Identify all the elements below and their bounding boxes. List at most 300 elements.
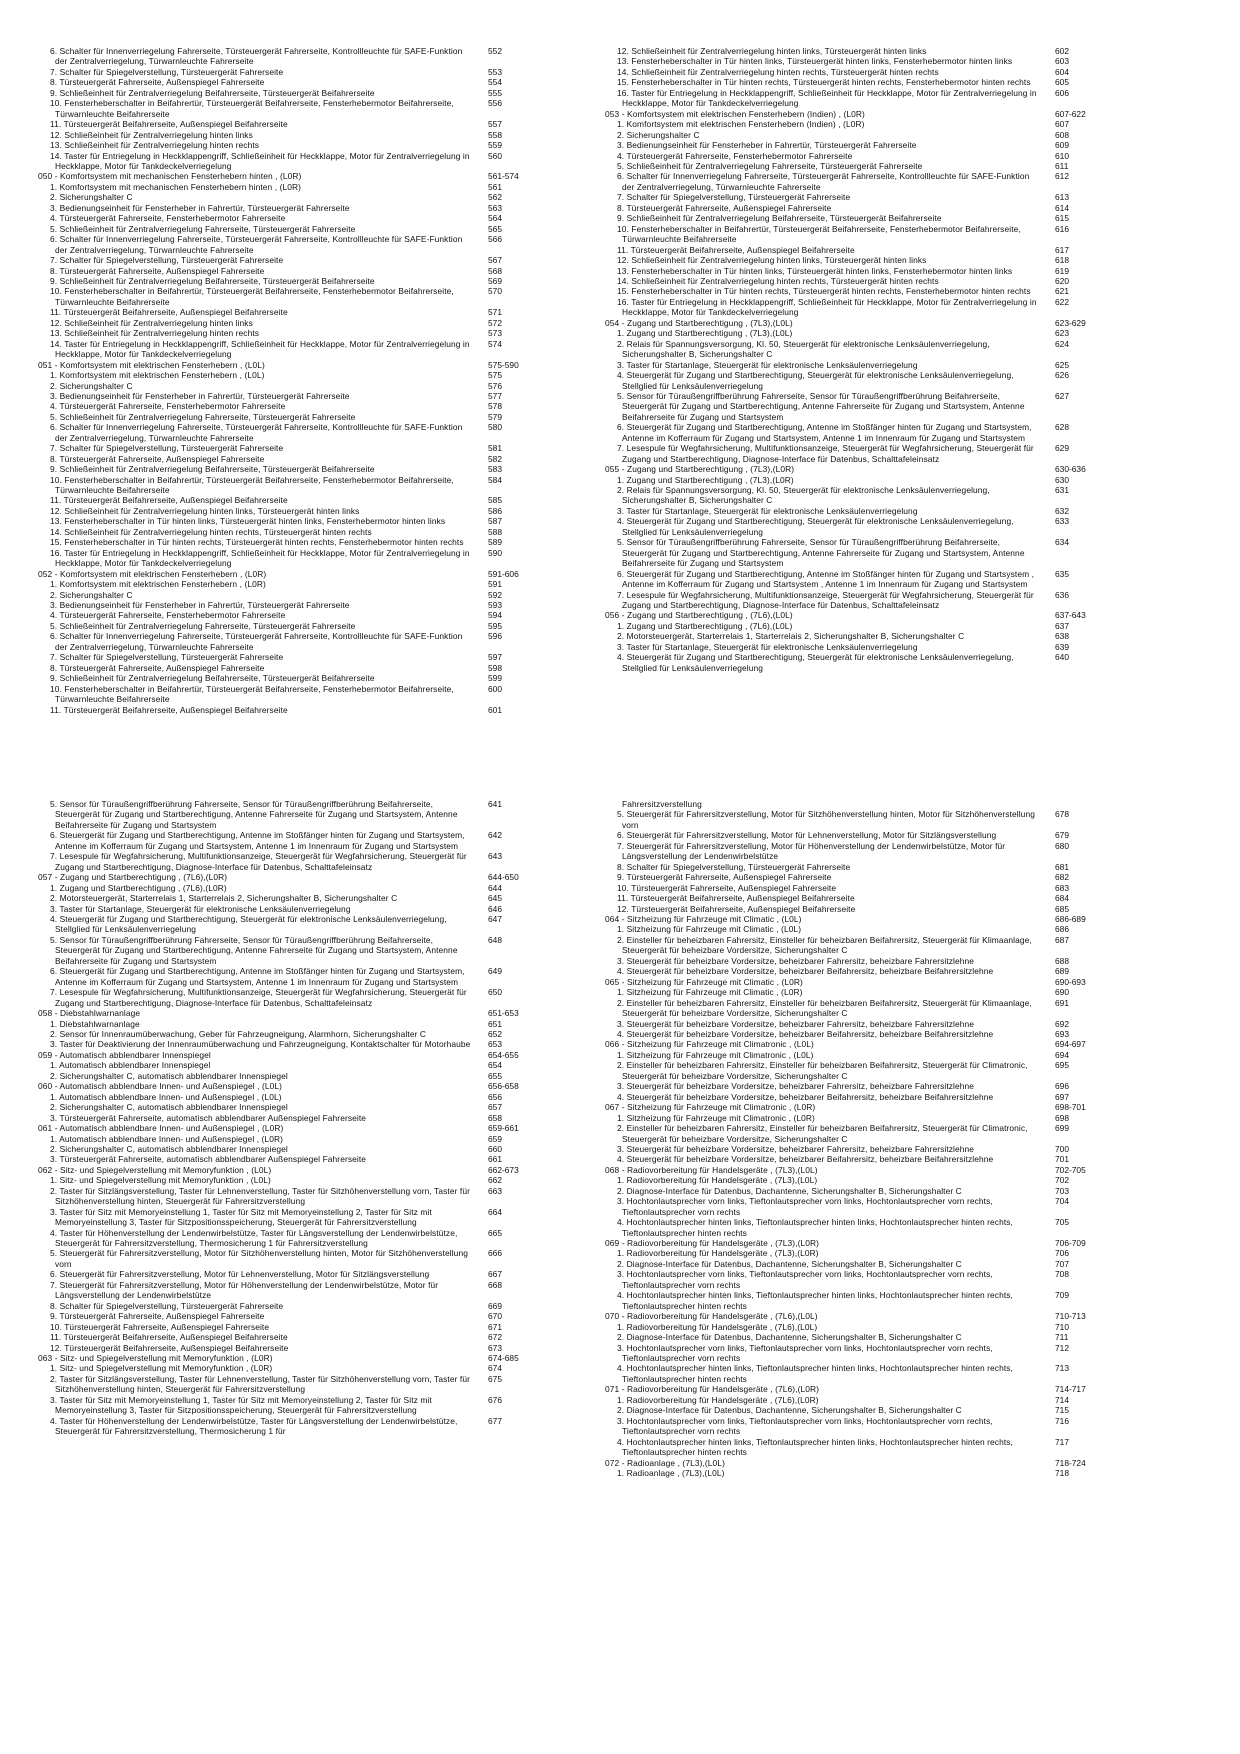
index-entry-text: 1. Sitz- und Spiegelverstellung mit Memoryfunktion , (L0R) <box>50 1363 273 1374</box>
index-entry-text: 9. Schließeinheit für Zentralverriegelung Beifahrerseite, Türsteuergerät Beifahrerseite <box>50 464 375 475</box>
index-entry <box>38 151 538 172</box>
index-entry <box>38 914 538 935</box>
index-entry-text: 055 - Zugang und Startberechtigung , (7L3),(L0R) <box>605 464 795 475</box>
index-entry-page-number: 694 <box>1055 1049 1069 1060</box>
index-entry <box>38 1186 538 1207</box>
index-entry <box>605 935 1105 956</box>
index-entry-text: 3. Bedienungseinheit für Fensterheber in Fahrertür, Türsteuergerät Fahrerseite <box>50 600 350 611</box>
index-entry-page-number: 685 <box>1055 903 1069 914</box>
index-entry-page-number: 696 <box>1055 1081 1069 1092</box>
index-entry <box>38 600 538 610</box>
index-entry <box>605 391 1105 422</box>
index-entry <box>38 1144 538 1154</box>
index-entry <box>38 391 538 401</box>
index-entry-text: 11. Türsteuergerät Beifahrerseite, Außenspiegel Beifahrerseite <box>50 1332 288 1343</box>
index-entry-text: 4. Steuergerät für beheizbare Vordersitze, beheizbarer Beifahrersitz, beheizbare Beifahrersitzlehne <box>617 1091 994 1102</box>
index-entry-page-number: 565 <box>488 223 502 234</box>
index-entry-text: 1. Radiovorbereitung für Handelsgeräte , (7L6),(L0R) <box>617 1394 819 1405</box>
index-entry <box>605 1081 1105 1091</box>
index-entry-page-number: 600 <box>488 683 502 694</box>
index-section-entry <box>605 1102 1105 1112</box>
index-entry-text: 1. Komfortsystem mit elektrischen Fensterhebern , (L0L) <box>50 370 265 381</box>
index-entry-page-number: 625 <box>1055 359 1069 370</box>
index-entry-text: 2. Motorsteuergerät, Starterrelais 1, Starterrelais 2, Sicherungshalter B, Sicherungshalter C <box>617 631 965 642</box>
index-entry <box>38 1134 538 1144</box>
index-entry-text: Fahrersitzverstellung <box>622 799 702 809</box>
index-entry-text: 9. Schließeinheit für Zentralverriegelung Beifahrerseite, Türsteuergerät Beifahrerseite <box>50 275 375 286</box>
index-entry <box>605 328 1105 338</box>
index-entry-page-number: 712 <box>1055 1342 1069 1353</box>
index-entry-page-number: 552 <box>488 46 502 56</box>
index-entry <box>605 1154 1105 1164</box>
index-entry <box>38 255 538 265</box>
index-block-top <box>0 0 1240 715</box>
index-entry-page-number: 569 <box>488 275 502 286</box>
index-entry-page-number: 700 <box>1055 1143 1069 1154</box>
index-entry-page-number: 692 <box>1055 1018 1069 1029</box>
index-entry-page-number: 558 <box>488 129 502 140</box>
index-entry-text: 1. Zugang und Startberechtigung , (7L6),(L0L) <box>617 620 793 631</box>
index-entry-page-number: 690-693 <box>1055 976 1086 987</box>
index-entry-text: 6. Steuergerät für Fahrersitzverstellung, Motor für Lehnenverstellung, Motor für Sitzlängsverstellung <box>50 1269 430 1280</box>
index-entry <box>38 1207 538 1228</box>
index-entry-page-number: 594 <box>488 610 502 621</box>
index-entry-page-number: 635 <box>1055 568 1069 579</box>
index-entry <box>38 1301 538 1311</box>
index-entry-page-number: 606 <box>1055 87 1069 98</box>
index-entry-text: 7. Steuergerät für Fahrersitzverstellung, Motor für Höhenverstellung der Lendenwirbelstütze, Motor für Längsverstellung der Lendenwirbelstütze <box>50 1279 439 1301</box>
index-entry-page-number: 691 <box>1055 997 1069 1008</box>
index-entry-text: 2. Sicherungshalter C, automatisch abblendbarer Innenspiegel <box>50 1070 288 1081</box>
index-block-bottom <box>0 799 1240 1478</box>
index-entry <box>605 1343 1105 1364</box>
index-entry-page-number: 661 <box>488 1154 502 1165</box>
index-entry-text: 060 - Automatisch abblendbare Innen- und Außenspiegel , (L0L) <box>38 1081 283 1092</box>
index-entry-page-number: 652 <box>488 1028 502 1039</box>
index-entry-page-number: 656-658 <box>488 1081 519 1092</box>
index-entry-page-number: 674-685 <box>488 1353 519 1364</box>
index-entry-text: 2. Einsteller für beheizbaren Fahrersitz, Einsteller für beheizbaren Beifahrersitz, Steuergerät für Klimaanlage, Steuergerät für beheizbare Vordersitze, Sicherungshalter C <box>617 997 1032 1019</box>
index-entry <box>38 1029 538 1039</box>
index-entry <box>38 610 538 620</box>
index-entry <box>605 1290 1105 1311</box>
index-entry <box>605 1123 1105 1144</box>
index-entry-text: 1. Radiovorbereitung für Handelsgeräte , (7L6),(L0L) <box>617 1321 818 1332</box>
index-entry <box>605 621 1105 631</box>
index-entry <box>605 966 1105 976</box>
index-section-entry <box>605 1039 1105 1049</box>
index-entry-text: 3. Taster für Startanlage, Steuergerät für elektronische Lenksäulenverriegelung <box>617 641 918 652</box>
index-entry-text: 2. Sicherungshalter C <box>50 192 133 203</box>
index-entry-page-number: 633 <box>1055 516 1069 527</box>
index-entry-page-number: 671 <box>488 1321 502 1332</box>
index-entry-text: 14. Schließeinheit für Zentralverriegelung hinten rechts, Türsteuergerät hinten rechts <box>617 275 939 286</box>
index-entry <box>38 1395 538 1416</box>
index-entry-text: 12. Türsteuergerät Beifahrerseite, Außenspiegel Beifahrerseite <box>50 1342 289 1353</box>
index-entry <box>605 46 1105 56</box>
index-entry <box>605 1019 1105 1029</box>
index-entry-page-number: 567 <box>488 255 502 266</box>
index-entry <box>605 830 1105 840</box>
index-entry-text: 4. Steuergerät für beheizbare Vordersitze, beheizbarer Beifahrersitz, beheizbare Beifahrersitzlehne <box>617 1154 994 1165</box>
index-entry-page-number: 715 <box>1055 1405 1069 1416</box>
index-entry-page-number: 564 <box>488 213 502 224</box>
index-entry-page-number: 631 <box>1055 485 1069 496</box>
index-entry-text: 6. Schalter für Innenverriegelung Fahrerseite, Türsteuergerät Fahrerseite, Kontrollleuchte für SAFE-Funktion der Zentralverriegelung, Türwarnleuchte Fahrerseite <box>50 234 463 255</box>
index-entry-text: 7. Lesespule für Wegfahrsicherung, Multifunktionsanzeige, Steuergerät für Wegfahrsicherung, Steuergerät für Zugang und Startberechtigung, Diagnose-Interface für Datenbus, Schalttafeleinsatz <box>617 443 1034 464</box>
index-entry <box>38 705 538 715</box>
index-entry-page-number: 583 <box>488 464 502 475</box>
index-entry-page-number: 689 <box>1055 966 1069 977</box>
index-entry-text: 2. Sensor für Innenraumüberwachung, Geber für Fahrzeugneigung, Alarmhorn, Sicherungshalter C <box>50 1028 427 1039</box>
index-entry <box>605 883 1105 893</box>
index-entry-page-number: 610 <box>1055 150 1069 161</box>
index-entry-text: 8. Türsteuergerät Fahrerseite, Außenspiegel Fahrerseite <box>617 202 832 213</box>
index-section-entry <box>605 977 1105 987</box>
index-entry-page-number: 639 <box>1055 641 1069 652</box>
index-entry-text: 4. Türsteuergerät Fahrerseite, Fensterhebermotor Fahrerseite <box>617 150 853 161</box>
index-entry <box>605 799 1105 809</box>
index-entry <box>605 1269 1105 1290</box>
index-entry-page-number: 592 <box>488 589 502 600</box>
index-entry <box>605 276 1105 286</box>
index-entry <box>38 192 538 202</box>
index-entry-text: 6. Schalter für Innenverriegelung Fahrerseite, Türsteuergerät Fahrerseite, Kontrollleuchte für SAFE-Funktion der Zentralverriegelung, Türwarnleuchte Fahrerseite <box>617 171 1030 192</box>
index-entry-page-number: 553 <box>488 66 502 77</box>
index-column-bottom-left <box>38 799 538 1437</box>
index-entry-text: 6. Steuergerät für Zugang und Startberechtigung, Antenne im Stoßfänger hinten für Zugang und Startsystem, Antenne im Kofferraum für Zugang und Startsystem, Antenne 1 im Innenraum für Zugang und Startsystem <box>50 966 465 987</box>
index-entry <box>38 1322 538 1332</box>
index-entry <box>605 140 1105 150</box>
index-entry-page-number: 578 <box>488 401 502 412</box>
index-entry-text: 2. Einsteller für beheizbaren Fahrersitz, Einsteller für beheizbaren Beifahrersitz, Steuergerät für Klimaanlage, Steuergerät für beheizbare Vordersitze, Sicherungshalter C <box>617 934 1032 956</box>
index-entry-page-number: 681 <box>1055 861 1069 872</box>
index-entry <box>38 67 538 77</box>
index-entry <box>605 1259 1105 1269</box>
index-entry-page-number: 667 <box>488 1269 502 1280</box>
index-entry-page-number: 591-606 <box>488 568 519 579</box>
index-entry <box>38 1228 538 1249</box>
index-entry-page-number: 596 <box>488 631 502 642</box>
index-entry-text: 2. Relais für Spannungsversorgung, Kl. 50, Steuergerät für elektronische Lenksäulenverriegelung, Sicherungshalter B, Sicherungshalter C <box>617 485 990 506</box>
index-entry-text: 16. Taster für Entriegelung in Heckklappengriff, Schließeinheit für Heckklappe, Motor für Zentralverriegelung in Heckklappe, Motor für Tankdeckelverriegelung <box>50 547 470 569</box>
index-entry-page-number: 586 <box>488 505 502 516</box>
index-entry-text: 11. Türsteuergerät Beifahrerseite, Außenspiegel Beifahrerseite <box>50 307 288 318</box>
index-entry-text: 10. Türsteuergerät Fahrerseite, Außenspiegel Fahrerseite <box>50 1321 270 1332</box>
index-entry-page-number: 668 <box>488 1279 502 1290</box>
index-entry <box>38 286 538 307</box>
index-entry-text: 2. Sicherungshalter C <box>50 380 133 391</box>
index-entry-page-number: 607-622 <box>1055 108 1086 119</box>
index-column-bottom-right <box>605 799 1105 1478</box>
index-entry-text: 067 - Sitzheizung für Fahrzeuge mit Climatronic , (L0R) <box>605 1102 816 1113</box>
index-section-entry <box>605 1384 1105 1394</box>
index-entry-text: 5. Schließeinheit für Zentralverriegelung Fahrerseite, Türsteuergerät Fahrerseite <box>50 223 356 234</box>
index-entry-page-number: 570 <box>488 286 502 297</box>
index-entry-text: 4. Steuergerät für beheizbare Vordersitze, beheizbarer Beifahrersitz, beheizbare Beifahrersitzlehne <box>617 1028 994 1039</box>
index-entry <box>38 893 538 903</box>
index-entry-page-number: 638 <box>1055 631 1069 642</box>
index-entry-text: 3. Steuergerät für beheizbare Vordersitze, beheizbarer Fahrersitz, beheizbare Fahrersitzlehne <box>617 1143 975 1154</box>
index-entry-page-number: 711 <box>1055 1332 1069 1343</box>
index-entry-page-number: 680 <box>1055 840 1069 851</box>
index-entry-text: 13. Fensterheberschalter in Tür hinten links, Türsteuergerät hinten links, Fensterhebermotor hinten links <box>617 265 1013 276</box>
index-entry <box>605 872 1105 882</box>
index-entry-page-number: 706-709 <box>1055 1238 1086 1249</box>
index-entry-text: 7. Lesespule für Wegfahrsicherung, Multifunktionsanzeige, Steuergerät für Wegfahrsicherung, Steuergerät für Zugang und Startberechtigung, Diagnose-Interface für Datenbus, Schalttafeleinsatz <box>50 987 467 1008</box>
index-entry-page-number: 617 <box>1055 244 1069 255</box>
index-entry-text: 057 - Zugang und Startberechtigung , (7L6),(L0R) <box>38 872 228 883</box>
index-entry-page-number: 716 <box>1055 1415 1069 1426</box>
index-entry-text: 2. Taster für Sitzlängsverstellung, Taster für Lehnenverstellung, Taster für Sitzhöhenverstellung vorn, Taster für Sitzhöhenverstellung hinten, Steuergerät für Fahrersitzverstellung <box>50 1373 470 1395</box>
index-entry-page-number: 568 <box>488 265 502 276</box>
index-entry-page-number: 613 <box>1055 192 1069 203</box>
index-entry-page-number: 703 <box>1055 1185 1069 1196</box>
index-entry-page-number: 718 <box>1055 1468 1069 1478</box>
index-entry-text: 8. Türsteuergerät Fahrerseite, Außenspiegel Fahrerseite <box>50 77 265 88</box>
index-entry-page-number: 714 <box>1055 1394 1069 1405</box>
index-entry-text: 3. Taster für Deaktivierung der Innenraumüberwachung und Fahrzeugneigung, Kontaktschalter für Motorhaube <box>50 1039 471 1050</box>
index-entry-text: 2. Sicherungshalter C <box>617 129 700 140</box>
index-entry <box>38 422 538 443</box>
page-break-gap <box>0 715 1240 799</box>
index-entry-page-number: 620 <box>1055 275 1069 286</box>
index-entry-text: 8. Türsteuergerät Fahrerseite, Außenspiegel Fahrerseite <box>50 453 265 464</box>
index-entry-text: 7. Steuergerät für Fahrersitzverstellung, Motor für Höhenverstellung der Lendenwirbelstütze, Motor für Längsverstellung der Lendenwirbelstütze <box>617 840 1006 862</box>
index-entry-page-number: 587 <box>488 516 502 527</box>
index-entry <box>38 182 538 192</box>
index-entry-text: 058 - Diebstahlwarnanlage <box>38 1008 141 1019</box>
index-entry <box>605 1092 1105 1102</box>
index-entry-text: 2. Taster für Sitzlängsverstellung, Taster für Lehnenverstellung, Taster für Sitzhöhenverstellung vorn, Taster für Sitzhöhenverstellung hinten, Steuergerät für Fahrersitzverstellung <box>50 1185 470 1207</box>
index-entry-text: 5. Sensor für Türaußengriffberührung Fahrerseite, Sensor für Türaußengriffberührung Beifahrerseite, Steuergerät für Zugang und Startberechtigung, Antenne Fahrerseite für Zugang und Startsystem, Antenne Beifahrerseite für Zugang und Startsystem <box>50 934 458 966</box>
index-entry-text: 1. Automatisch abblendbarer Innenspiegel <box>50 1060 211 1071</box>
index-entry <box>38 213 538 223</box>
index-entry-text: 3. Türsteuergerät Fahrerseite, automatisch abblendbarer Außenspiegel Fahrerseite <box>50 1112 367 1123</box>
index-entry-text: 5. Schließeinheit für Zentralverriegelung Fahrerseite, Türsteuergerät Fahrerseite <box>617 160 923 171</box>
index-entry-page-number: 562 <box>488 192 502 203</box>
index-entry-text: 1. Radiovorbereitung für Handelsgeräte , (7L3),(L0L) <box>617 1175 818 1186</box>
index-entry <box>605 862 1105 872</box>
index-entry <box>605 1050 1105 1060</box>
index-entry-page-number: 717 <box>1055 1436 1069 1447</box>
index-entry-page-number: 645 <box>488 893 502 904</box>
index-entry <box>38 830 538 851</box>
index-entry-text: 8. Türsteuergerät Fahrerseite, Außenspiegel Fahrerseite <box>50 265 265 276</box>
index-entry-text: 12. Schließeinheit für Zentralverriegelung hinten links <box>50 317 253 328</box>
index-entry-text: 11. Türsteuergerät Beifahrerseite, Außenspiegel Beifahrerseite <box>617 893 855 904</box>
index-entry <box>38 904 538 914</box>
index-entry <box>38 140 538 150</box>
index-entry <box>38 851 538 872</box>
index-entry <box>38 1332 538 1342</box>
index-entry-page-number: 628 <box>1055 422 1069 433</box>
index-entry-text: 10. Fensterheberschalter in Beifahrertür, Türsteuergerät Beifahrerseite, Fensterhebermotor Beifahrerseite, Türwarnleuchte Beifahrerseite <box>50 683 454 705</box>
index-entry-page-number: 630 <box>1055 474 1069 485</box>
index-section-entry <box>605 318 1105 328</box>
index-entry <box>38 224 538 234</box>
index-entry-page-number: 555 <box>488 87 502 98</box>
index-entry <box>605 1144 1105 1154</box>
index-entry <box>605 506 1105 516</box>
index-entry-text: 6. Steuergerät für Zugang und Startberechtigung, Antenne im Stoßfänger hinten für Zugang und Startsystem , Antenne im Kofferraum für Zugang und Startsystem , Antenne 1 im Innenraum für Zugang und Startsystem <box>617 568 1035 590</box>
index-entry-page-number: 577 <box>488 390 502 401</box>
index-entry-text: 15. Fensterheberschalter in Tür hinten rechts, Türsteuergerät hinten rechts, Fensterhebermotor hinten rechts <box>617 286 1031 297</box>
index-entry-text: 4. Steuergerät für Zugang und Startberechtigung, Steuergerät für elektronische Lenksäulenverriegelung, Stellglied für Lenksäulenverriegelung <box>617 516 1014 537</box>
index-entry-page-number: 710 <box>1055 1321 1069 1332</box>
index-column-top-right <box>605 46 1105 673</box>
index-entry <box>38 234 538 255</box>
index-entry-page-number: 677 <box>488 1415 502 1426</box>
index-entry <box>605 171 1105 192</box>
index-entry <box>605 203 1105 213</box>
index-entry <box>38 1019 538 1029</box>
index-entry <box>605 213 1105 223</box>
index-entry <box>38 339 538 360</box>
index-entry-page-number: 676 <box>488 1394 502 1405</box>
index-entry-text: 1. Zugang und Startberechtigung , (7L3),(L0R) <box>617 474 794 485</box>
index-entry-text: 3. Bedienungseinheit für Fensterheber in Fahrertür, Türsteuergerät Fahrerseite <box>50 390 350 401</box>
index-section-entry <box>38 569 538 579</box>
index-entry <box>38 443 538 453</box>
index-entry-text: 4. Türsteuergerät Fahrerseite, Fensterhebermotor Fahrerseite <box>50 401 286 412</box>
index-section-entry <box>38 171 538 181</box>
index-entry-page-number: 710-713 <box>1055 1311 1086 1322</box>
index-entry <box>38 673 538 683</box>
index-entry <box>605 1322 1105 1332</box>
index-entry-page-number: 714-717 <box>1055 1384 1086 1395</box>
index-entry-text: 056 - Zugang und Startberechtigung , (7L6),(L0L) <box>605 610 793 621</box>
index-entry-page-number: 698 <box>1055 1112 1069 1123</box>
index-entry-text: 12. Türsteuergerät Beifahrerseite, Außenspiegel Beifahrerseite <box>617 903 856 914</box>
index-entry-page-number: 622 <box>1055 296 1069 307</box>
index-entry-text: 3. Hochtonlautsprecher vorn links, Tieftonlautsprecher vorn links, Hochtonlautsprecher vorn rechts, Tieftonlautsprecher vorn rechts <box>617 1342 993 1364</box>
index-entry <box>605 1248 1105 1258</box>
index-entry-page-number: 643 <box>488 851 502 862</box>
index-entry-text: 064 - Sitzheizung für Fahrzeuge mit Climatic , (L0L) <box>605 913 802 924</box>
index-entry <box>605 1332 1105 1342</box>
index-entry-text: 2. Sicherungshalter C, automatisch abblendbarer Innenspiegel <box>50 1102 288 1113</box>
index-entry-page-number: 640 <box>1055 652 1069 663</box>
index-entry <box>38 328 538 338</box>
index-entry <box>38 987 538 1008</box>
index-entry-page-number: 614 <box>1055 202 1069 213</box>
index-entry-page-number: 573 <box>488 328 502 339</box>
index-entry-text: 1. Automatisch abblendbare Innen- und Außenspiegel , (L0R) <box>50 1133 284 1144</box>
index-entry-page-number: 618 <box>1055 255 1069 266</box>
index-entry-page-number: 662-673 <box>488 1164 519 1175</box>
index-entry-text: 6. Schalter für Innenverriegelung Fahrerseite, Türsteuergerät Fahrerseite, Kontrollleuchte für SAFE-Funktion der Zentralverriegelung, Türwarnleuchte Fahrerseite <box>50 46 463 67</box>
index-entry-text: 13. Schließeinheit für Zentralverriegelung hinten rechts <box>50 328 260 339</box>
index-entry-text: 052 - Komfortsystem mit elektrischen Fensterhebern , (L0R) <box>38 568 267 579</box>
index-entry-page-number: 581 <box>488 443 502 454</box>
index-entry-text: 053 - Komfortsystem mit elektrischen Fensterhebern (Indien) , (L0R) <box>605 108 865 119</box>
index-entry <box>38 119 538 129</box>
index-entry-page-number: 679 <box>1055 830 1069 841</box>
index-entry-text: 7. Schalter für Spiegelverstellung, Türsteuergerät Fahrerseite <box>50 255 284 266</box>
index-entry <box>605 339 1105 360</box>
index-entry <box>605 1060 1105 1081</box>
index-entry-page-number: 660 <box>488 1143 502 1154</box>
index-entry-text: 14. Schließeinheit für Zentralverriegelung hinten rechts, Türsteuergerät hinten rechts <box>617 66 939 77</box>
index-entry-page-number: 560 <box>488 150 502 161</box>
index-entry-page-number: 561-574 <box>488 171 519 182</box>
index-entry-text: 3. Hochtonlautsprecher vorn links, Tieftonlautsprecher vorn links, Hochtonlautsprecher vorn rechts, Tieftonlautsprecher vorn rechts <box>617 1196 993 1217</box>
index-entry-text: 3. Hochtonlautsprecher vorn links, Tieftonlautsprecher vorn links, Hochtonlautsprecher vorn rechts, Tieftonlautsprecher vorn rechts <box>617 1415 993 1437</box>
index-entry <box>605 485 1105 506</box>
index-entry-text: 1. Sitzheizung für Fahrzeuge mit Climatronic , (L0R) <box>617 1112 815 1123</box>
index-entry-text: 3. Bedienungseinheit für Fensterheber in Fahrertür, Türsteuergerät Fahrerseite <box>50 202 350 213</box>
index-entry-text: 3. Taster für Sitz mit Memoryeinstellung 1, Taster für Sitz mit Memoryeinstellung 2, Taster für Sitz mit Memoryeinstellung 3, Taster für Sitzpositionsspeicherung, Steuergerät für Fahrersitzverstellung <box>50 1394 432 1416</box>
index-entry-text: 14. Taster für Entriegelung in Heckklappengriff, Schließeinheit für Heckklappe, Motor für Zentralverriegelung in Heckklappe, Motor für Tankdeckelverriegelung <box>50 338 470 360</box>
index-entry-text: 3. Taster für Startanlage, Steuergerät für elektronische Lenksäulenverriegelung <box>50 903 351 914</box>
index-entry <box>38 579 538 589</box>
index-entry-text: 14. Taster für Entriegelung in Heckklappengriff, Schließeinheit für Heckklappe, Motor für Zentralverriegelung in Heckklappe, Motor für Tankdeckelverriegelung <box>50 150 470 171</box>
index-entry <box>38 1175 538 1185</box>
index-entry-text: 13. Fensterheberschalter in Tür hinten links, Türsteuergerät hinten links, Fensterhebermotor hinten links <box>617 56 1013 67</box>
index-entry-page-number: 647 <box>488 913 502 924</box>
index-entry <box>605 590 1105 611</box>
index-entry-page-number: 702-705 <box>1055 1164 1086 1175</box>
index-entry-text: 7. Schalter für Spiegelverstellung, Türsteuergerät Fahrerseite <box>50 443 284 454</box>
index-entry <box>38 935 538 966</box>
index-entry-text: 7. Lesespule für Wegfahrsicherung, Multifunktionsanzeige, Steuergerät für Wegfahrsicherung, Steuergerät für Zugang und Startberechtigung, Diagnose-Interface für Datenbus, Schalttafeleinsatz <box>50 851 467 872</box>
index-entry-page-number: 627 <box>1055 390 1069 401</box>
index-entry-text: 6. Steuergerät für Zugang und Startberechtigung, Antenne im Stoßfänger hinten für Zugang und Startsystem, Antenne im Kofferraum für Zugang und Startsystem, Antenne 1 im Innenraum für Zugang und Startsystem <box>50 830 465 851</box>
index-entry-page-number: 616 <box>1055 223 1069 234</box>
index-entry-text: 2. Diagnose-Interface für Datenbus, Dachantenne, Sicherungshalter B, Sicherungshalter C <box>617 1258 962 1269</box>
index-entry-page-number: 702 <box>1055 1175 1069 1186</box>
index-entry <box>605 245 1105 255</box>
index-entry-text: 7. Lesespule für Wegfahrsicherung, Multifunktionsanzeige, Steuergerät für Wegfahrsicherung, Steuergerät für Zugang und Startberechtigung, Diagnose-Interface für Datenbus, Schalttafeleinsatz <box>617 589 1034 611</box>
index-entry <box>38 621 538 631</box>
index-entry-text: 6. Schalter für Innenverriegelung Fahrerseite, Türsteuergerät Fahrerseite, Kontrollleuchte für SAFE-Funktion der Zentralverriegelung, Türwarnleuchte Fahrerseite <box>50 422 463 443</box>
index-entry-text: 059 - Automatisch abblendbarer Innenspiegel <box>38 1049 211 1060</box>
index-entry <box>38 1102 538 1112</box>
index-entry <box>605 1175 1105 1185</box>
index-entry-text: 4. Taster für Höhenverstellung der Lendenwirbelstütze, Taster für Längsverstellung der Lendenwirbelstütze, Steuergerät für Fahrersitzverstellung, Thermosicherung 1 für <box>50 1415 458 1437</box>
index-entry <box>38 266 538 276</box>
index-entry-page-number: 659 <box>488 1133 502 1144</box>
index-entry-page-number: 662 <box>488 1175 502 1186</box>
index-entry-text: 7. Schalter für Spiegelverstellung, Türsteuergerät Fahrerseite <box>50 66 284 77</box>
index-entry <box>38 1280 538 1301</box>
index-entry <box>605 370 1105 391</box>
index-entry-text: 9. Schließeinheit für Zentralverriegelung Beifahrerseite, Türsteuergerät Beifahrerseite <box>50 673 375 684</box>
index-entry-page-number: 705 <box>1055 1217 1069 1228</box>
index-entry-text: 1. Komfortsystem mit elektrischen Fensterhebern , (L0R) <box>50 579 266 590</box>
index-entry <box>605 266 1105 276</box>
index-entry-page-number: 686-689 <box>1055 913 1086 924</box>
index-entry-page-number: 644 <box>488 882 502 893</box>
index-entry-page-number: 609 <box>1055 140 1069 151</box>
index-entry-page-number: 584 <box>488 474 502 485</box>
index-entry-page-number: 626 <box>1055 370 1069 381</box>
index-entry <box>38 1374 538 1395</box>
index-entry-text: 4. Steuergerät für Zugang und Startberechtigung, Steuergerät für elektronische Lenksäulenverriegelung, Stellglied für Lenksäulenverriegelung <box>617 370 1014 391</box>
index-entry-text: 1. Sitzheizung für Fahrzeuge mit Climatic , (L0R) <box>617 987 803 998</box>
index-entry <box>605 56 1105 66</box>
index-entry-page-number: 651-653 <box>488 1008 519 1019</box>
index-entry <box>605 475 1105 485</box>
index-entry <box>605 516 1105 537</box>
index-entry <box>605 642 1105 652</box>
index-entry-text: 11. Türsteuergerät Beifahrerseite, Außenspiegel Beifahrerseite <box>50 119 288 130</box>
index-entry-text: 15. Fensterheberschalter in Tür hinten rechts, Türsteuergerät hinten rechts, Fensterhebermotor hinten rechts <box>50 537 464 548</box>
index-section-entry <box>38 1165 538 1175</box>
index-entry-page-number: 615 <box>1055 213 1069 224</box>
index-entry-page-number: 595 <box>488 620 502 631</box>
